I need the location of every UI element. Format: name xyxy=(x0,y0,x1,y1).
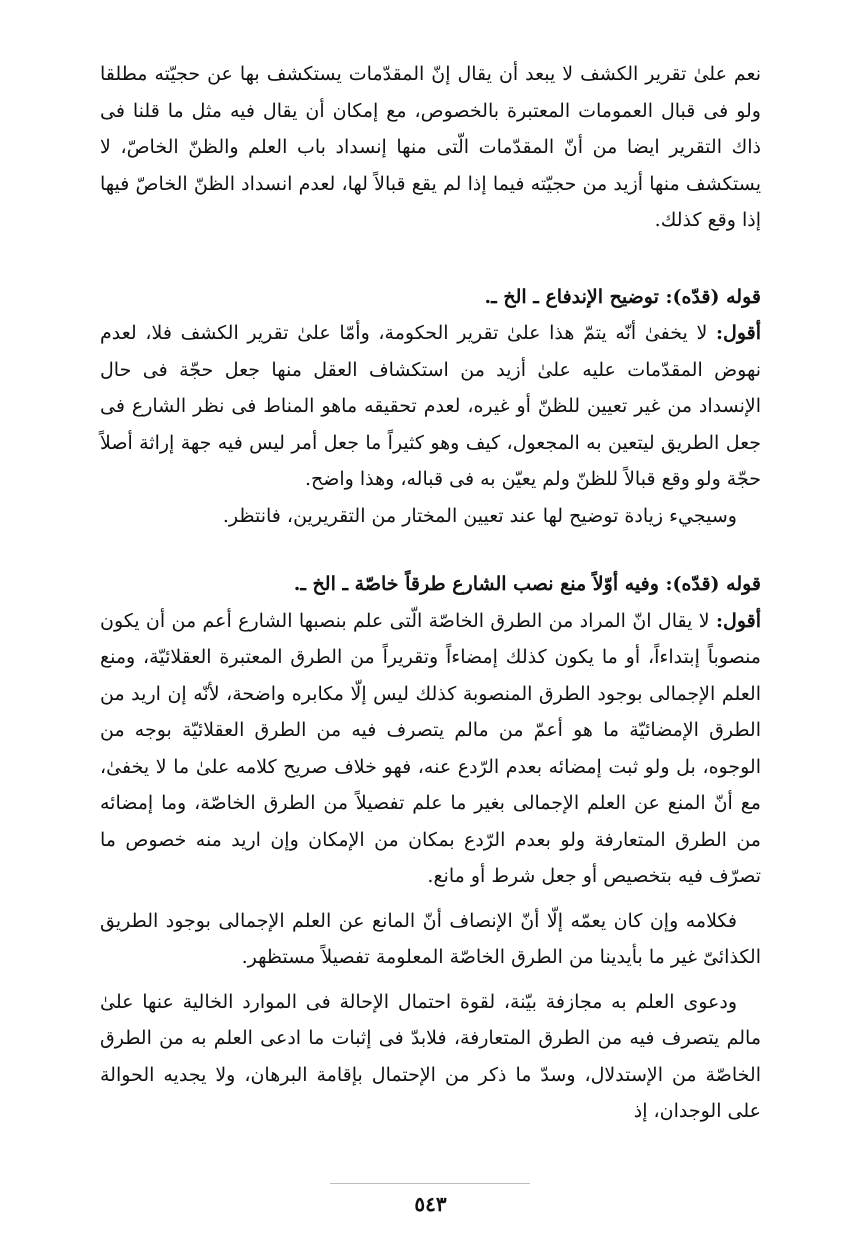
paragraph-4-lead: أقول: xyxy=(716,609,761,632)
section-heading-2: قوله (قدّه): وفيه أوّلاً منع نصب الشارع طرقاً خاصّة ـ الخ ـ. xyxy=(293,573,761,595)
paragraph-6: ودعوى العلم به مجازفة بيّنة، لقوة احتمال الإحالة فى الموارد الخالية عنها علىٰ مالم يتصرف فيه من الطرق المتعارفة، فلابدّ فى إثبات ما ادعى العلم به من الطرق الخاصّة من الإستدلال، وسدّ ما ذكر من الإحتمال بإقامة البرهان، ولا يجديه الحوالة على الوجدان، إذ xyxy=(100,990,761,1122)
footer-divider xyxy=(330,1183,530,1184)
page-number: ٥٤٣ xyxy=(414,1192,447,1216)
page-footer xyxy=(0,1192,861,1216)
paragraph-5: فكلامه وإن كان يعمّه إلّا أنّ الإنصاف أنّ المانع عن العلم الإجمالى بوجود الطريق الكذائىّ غير ما بأيدينا من الطرق الخاصّة المعلومة تفصيلاً مستظهر. xyxy=(100,909,761,968)
paragraph-1: نعم علىٰ تقرير الكشف لا يبعد أن يقال إنّ المقدّمات يستكشف بها عن حجيّته مطلقا ولو فى قبال العمومات المعتبرة بالخصوص، مع إمكان أن يقال فيه مثل ما قلنا فى ذاك التقرير ايضا من أنّ المقدّمات الّتى منها إنسداد باب العلم والظنّ الخاصّ، لا يستكشف منها أزيد من حجيّته فيما إذا لم يقع قبالاً لها، لعدم انسداد الظنّ الخاصّ فيها إذا وقع كذلك. xyxy=(100,63,761,231)
paragraph-4-text: لا يقال انّ المراد من الطرق الخاصّة الّتى علم بنصبها الشارع أعم من أن يكون منصوباً إبتداءاً، أو ما يكون كذلك إمضاءاً وتقريراً من الطرق المعتبرة العقلائيّة، ومنع العلم الإجمالى بوجود الطرق المنصوبة كذلك ليس إلّا مكابره واضحة، لأنّه إن اريد من الطرق الإمضائيّة ما هو أعمّ من مالم يتصرف فيه من الطرق العقلائيّة بوجه من الوجوه، بل ولو ثبت إمضائه بعدم الرّدع عنه، فهو خلاف صريح كلامه علىٰ ما لا يخفىٰ، مع أنّ المنع عن العلم الإجمالى بغير ما علم تفصيلاً من الطرق الخاصّة، وما إمضائه من الطرق المتعارفة ولو بعدم الرّدع بمكان من الإمكان وإن اريد منه خصوص ما تصرّف فيه بتخصيص أو جعل شرط أو مانع. xyxy=(100,609,761,887)
paragraph-4 xyxy=(100,603,761,895)
paragraph-2-lead: أقول: xyxy=(716,322,761,344)
paragraph-2 xyxy=(100,315,761,498)
paragraph-3: وسيجيء زيادة توضيح لها عند تعيين المختار من التقريرين، فانتظر. xyxy=(222,504,737,527)
paragraph-2-text: لا يخفىٰ أنّه يتمّ هذا علىٰ تقرير الحكومة، وأمّا علىٰ تقرير الكشف فلا، لعدم نهوض المقدّمات عليه علىٰ أزيد من استكشاف العقل منها جعل حجّة فى حال الإنسداد من غير تعيين للظنّ أو غيره، لعدم تحقيقه ماهو المناط فى نظر الشارع فى جعل الطريق ليتعين به المجعول، كيف وهو كثيراً ما جعل أمر ليس فيه جهة إراثة أصلاً حجّة ولو وقع قبالاً للظنّ ولم يعيّن به فى قباله، وهذا واضح. xyxy=(100,322,761,490)
section-heading-1: قوله (قدّه): توضيح الإندفاع ـ الخ ـ. xyxy=(484,285,761,308)
